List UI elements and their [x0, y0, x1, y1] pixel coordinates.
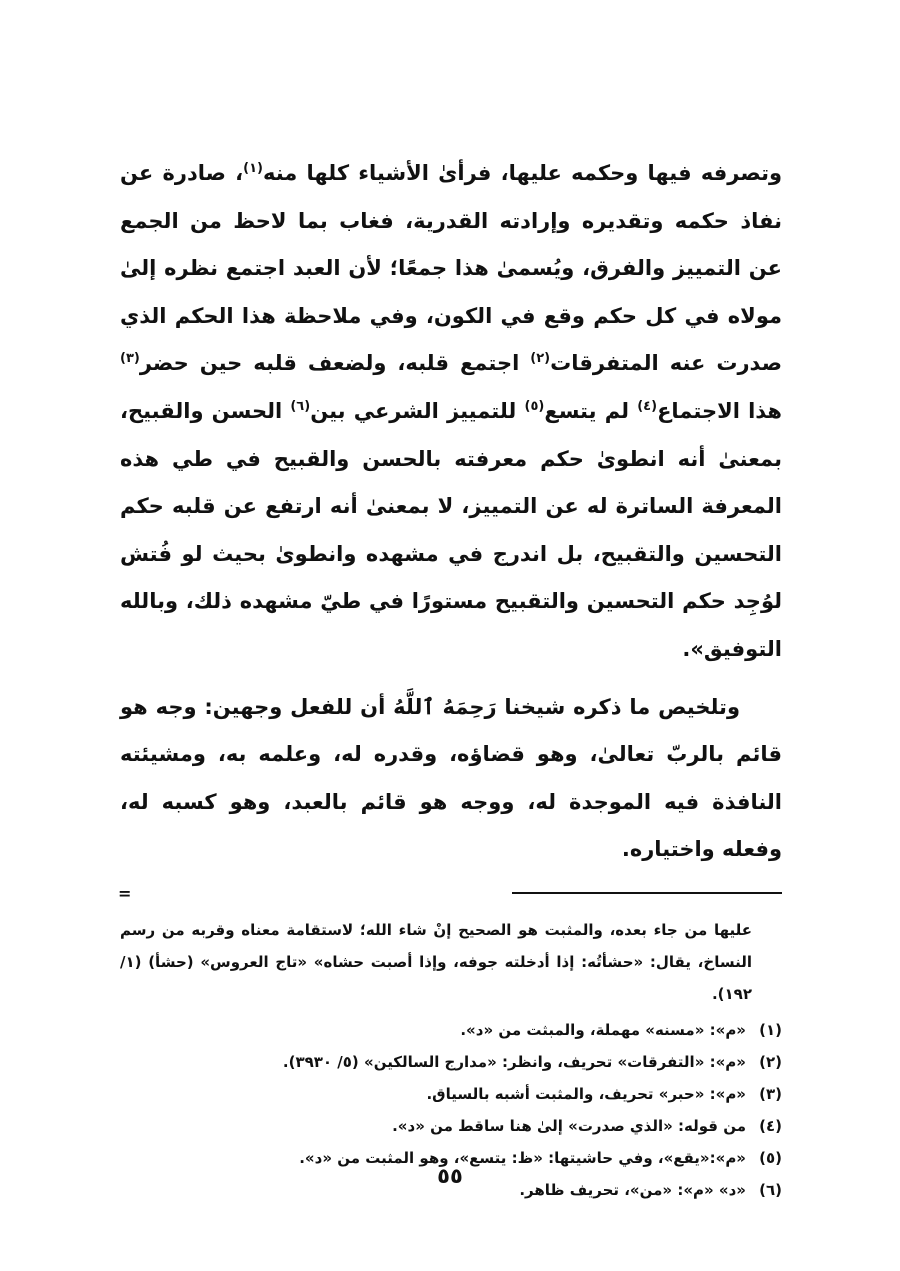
- footnote-ref-4[interactable]: (٤): [637, 398, 658, 414]
- footnote-text: «م»: «حبر» تحريف، والمثبت أشبه بالسياق.: [426, 1084, 746, 1103]
- paragraph-1-segment: لم يتسع: [544, 398, 638, 423]
- footnote-ref-1[interactable]: (١): [243, 161, 263, 176]
- footnote-ref-6[interactable]: (٦): [290, 398, 311, 414]
- footnote-text: «م»: «مسنه» مهملة، والمبثت من «د».: [460, 1020, 746, 1039]
- footnotes: [120, 914, 782, 1206]
- footnote-number: (٦): [759, 1180, 782, 1199]
- footnote-number: (١): [759, 1020, 782, 1039]
- footnote-2: [120, 1046, 782, 1078]
- footnote-number: (٥): [759, 1148, 782, 1167]
- footnote-text: «م»: «التفرقات» تحريف، وانظر: «مدارج السالكين» (٥/ ٣٩٣٠).: [282, 1052, 746, 1071]
- footnote-separator: [120, 884, 782, 914]
- footnote-number: (٣): [759, 1084, 782, 1103]
- paragraph-1-segment: الحسن والقبيح، بمعنىٰ أنه انطوىٰ حكم معرفته بالحسن والقبيح في طي هذه المعرفة الساترة له عن التمييز، لا بمعنىٰ أنه ارتفع عن قلبه حكم التحسين والتقبيح، بل اندرج في مشهده وانطوىٰ بحيث لو فُتش لوُجِد حكم التحسين والتقبيح مستورًا في طيّ مشهده ذلك، وبالله التوفيق».: [120, 398, 782, 661]
- paragraph-1-segment: للتمييز الشرعي بين: [310, 398, 525, 423]
- footnote-ref-3[interactable]: (٣): [120, 351, 140, 367]
- paragraph-2: وتلخيص ما ذكره شيخنا رَحِمَهُ ٱللَّهُ أن للفعل وجهين: وجه هو قائم بالربّ تعالىٰ، وهو قضاؤه، وقدره له، وعلمه به، ومشيئته النافذة فيه الموجدة له، ووجه هو قائم بالعبد، وهو كسبه له، وفعله واختياره.: [120, 694, 782, 862]
- paragraph-1-segment: هذا الاجتماع: [657, 398, 782, 423]
- main-text: [120, 150, 782, 874]
- paragraph-1-segment: وتصرفه فيها وحكمه عليها، فرأىٰ الأشياء كلها منه: [262, 161, 783, 185]
- footnote-number: (٤): [759, 1116, 782, 1135]
- paragraph-1-segment: اجتمع قلبه، ولضعف قلبه حين حضر: [139, 351, 531, 376]
- footnote-ref-2[interactable]: (٢): [530, 351, 551, 367]
- paragraph-1: [120, 150, 782, 674]
- footnote-ref-5[interactable]: (٥): [524, 398, 545, 414]
- footnote-text: من قوله: «الذي صدرت» إلىٰ هنا ساقط من «د».: [392, 1116, 746, 1135]
- footnote-text: «د» «م»: «من»، تحريف ظاهر.: [519, 1180, 746, 1199]
- paragraph-1-segment: ، صادرة عن نفاذ حكمه وتقديره وإرادته القدرية، فغاب بما لاحظ من الجمع عن التمييز والفرق، ويُسمىٰ هذا جمعًا؛ لأن العبد اجتمع نظره إلىٰ مولاه في كل حكم وقع في الكون، وفي ملاحظة هذا الحكم الذي صدرت عنه المتفرقات: [120, 161, 782, 376]
- footnote-continued: عليها من جاء بعده، والمثبت هو الصحيح إنْ شاء الله؛ لاستقامة معناه وقربه من رسم النساخ، يقال: «حشأتُه: إذا أدخلته جوفه، وإذا أصبت حشاه» «تاج العروس» (حشأ) (١/ ١٩٢).: [120, 920, 752, 1003]
- footnote-1: [120, 1014, 782, 1046]
- footnote-rule: [512, 892, 782, 894]
- footnote-4: [120, 1110, 782, 1142]
- footnote-number: (٢): [759, 1052, 782, 1071]
- footnote-3: [120, 1078, 782, 1110]
- page-body: [120, 150, 782, 1206]
- footnote-text: «م»:«يقع»، وفي حاشيتها: «ظ: يتسع»، وهو المثبت من «د».: [299, 1148, 746, 1167]
- continued-mark: =: [118, 883, 132, 903]
- page-number: ٥٥: [437, 1164, 463, 1188]
